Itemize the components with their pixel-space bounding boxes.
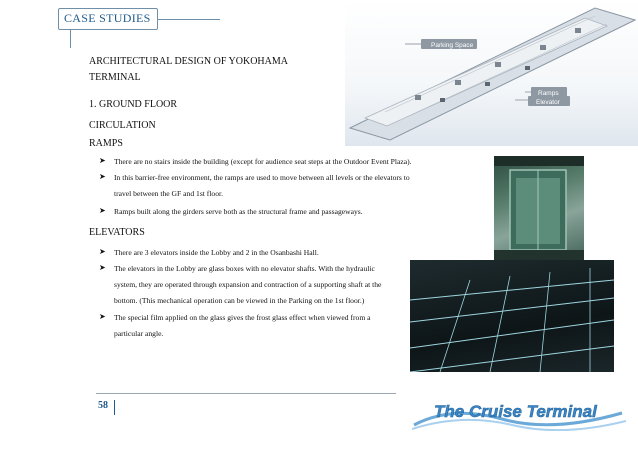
elevators-bullet-3-cont: particular angle. — [114, 329, 164, 338]
header-connector — [70, 30, 71, 48]
page-title-line1: ARCHITECTURAL DESIGN OF YOKOHAMA — [89, 56, 288, 67]
terminal-diagram-svg — [345, 0, 638, 146]
elevators-bullet-2-cont2: bottom. (This mechanical operation can be viewed in the Parking on the 1st floor.) — [114, 296, 365, 305]
floor-lights-photo — [410, 260, 614, 372]
ramps-bullet-3: Ramps built along the girders serve both as the structural frame and passageways. — [114, 207, 363, 216]
ramps-bullet-2: In this barrier-free environment, the ramps are used to move between all levels or the elevators to — [114, 173, 410, 182]
elevators-bullet-1: There are 3 elevators inside the Lobby and 2 in the Osanbashi Hall. — [114, 248, 319, 257]
bullet-arrow-icon: ➤ — [99, 172, 106, 181]
elevators-bullet-2: The elevators in the Lobby are glass boxes with no elevator shafts. With the hydraulic — [114, 264, 375, 273]
elevator-label-text: Elevator — [536, 99, 560, 106]
bullet-arrow-icon: ➤ — [99, 312, 106, 321]
ramps-label-text: Ramps — [538, 90, 559, 97]
parking-label-text: Parking Space — [431, 42, 474, 49]
page-number: 58 — [98, 400, 108, 411]
header-rule — [158, 19, 220, 20]
ramps-bullet-1: There are no stairs inside the building (except for audience seat steps at the Outdoor Event Plaza). — [114, 157, 412, 166]
terminal-diagram — [345, 0, 638, 146]
page-number-divider — [114, 400, 115, 415]
bullet-arrow-icon: ➤ — [99, 247, 106, 256]
page-title-line2: TERMINAL — [89, 72, 141, 83]
glass-elevator-photo-svg — [494, 156, 584, 264]
glass-elevator-photo — [494, 156, 584, 264]
ramps-bullet-2-cont: travel between the GF and 1st floor. — [114, 189, 224, 198]
cruise-terminal-logo-svg — [412, 395, 626, 431]
elevators-bullet-2-cont1: system, they are operated through expansion and contraction of a supporting shaft at the — [114, 280, 382, 289]
bullet-arrow-icon: ➤ — [99, 263, 106, 272]
section-heading: 1. GROUND FLOOR — [89, 99, 178, 110]
header-label: CASE STUDIES — [64, 11, 151, 25]
footer-rule — [96, 393, 396, 394]
ramps-heading: RAMPS — [89, 138, 123, 149]
elevators-heading: ELEVATORS — [89, 227, 145, 238]
logo-text: The Cruise Terminal — [434, 402, 597, 421]
floor-lights-photo-svg — [410, 260, 614, 372]
subsection-heading: CIRCULATION — [89, 120, 156, 131]
cruise-terminal-logo — [412, 395, 626, 431]
bullet-arrow-icon: ➤ — [99, 156, 106, 165]
elevators-bullet-3: The special film applied on the glass gives the frost glass effect when viewed from a — [114, 313, 371, 322]
bullet-arrow-icon: ➤ — [99, 206, 106, 215]
